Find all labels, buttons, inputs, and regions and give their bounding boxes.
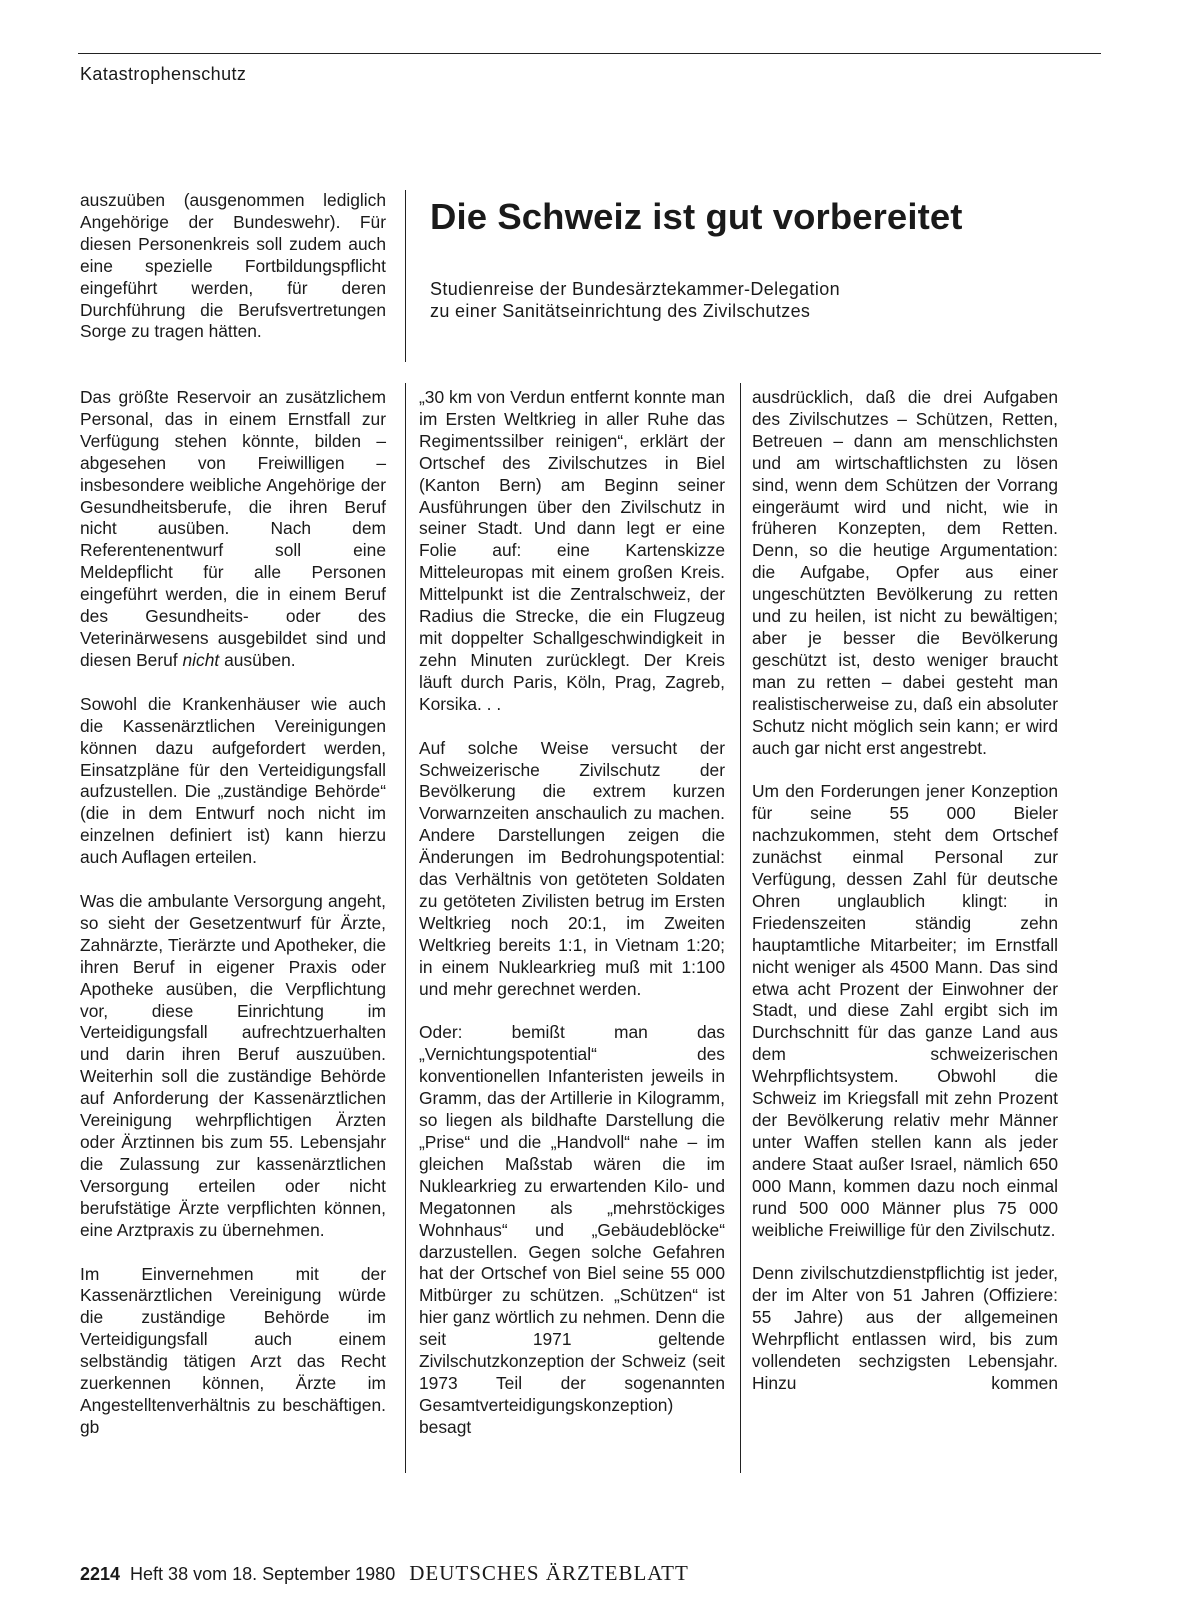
- left-paragraph-3: Sowohl die Krankenhäuser wie auch die Kassenärztlichen Vereinigungen können dazu aufgefordert werden, Einsatzpläne für den Verteidigungsfall aufzustellen. Die „zuständige Behörde“ (die in dem Entwurf noch nicht im einzelnen definiert ist) kann hierzu auch Auflagen erteilen.: [80, 693, 386, 868]
- article-title: Die Schweiz ist gut vorbereitet: [430, 196, 963, 237]
- left-paragraph-4: Was die ambulante Versorgung angeht, so sieht der Gesetzentwurf für Ärzte, Zahnärzte, Tierärzte und Apotheker, die ihren Beruf in eigener Praxis oder Apotheke ausüben, die Verpflichtung vor, diese Einrichtung im Verteidigungsfall aufrechtzuerhalten und darin ihren Beruf auszuüben. Weiterhin soll die zuständige Behörde auf Anforderung der Kassenärztlichen Vereinigung wehrpflichtigen Ärzten oder Ärztinnen bis zum 55. Lebensjahr die Zulassung zur kassenärztlichen Versorgung erteilen oder nicht berufstätige Ärzte verpflichten können, eine Arztpraxis zu übernehmen.: [80, 891, 386, 1240]
- left-paragraph-5: [80, 1264, 386, 1439]
- subtitle-line-2: zu einer Sanitätseinrichtung des Zivilschutzes: [430, 301, 811, 321]
- left-paragraph-5-text: Im Einvernehmen mit der Kassenärztlichen Vereinigung würde die zuständige Behörde im Verteidigungsfall auch einem selbständig tätigen Arzt das Recht zuerkennen können, Ärzte im Angestelltenverhältnis zu beschäftigen.: [80, 1263, 386, 1415]
- title-column-divider: [405, 190, 406, 362]
- page-number: 2214: [80, 1564, 121, 1584]
- left-paragraph-2: [80, 387, 386, 672]
- right-paragraph-1: ausdrücklich, daß die drei Aufgaben des Zivilschutzes – Schützen, Retten, Betreuen – dann am menschlichsten und am wirtschaftlichsten zu lösen sind, wenn dem Schützen der Vorrang eingeräumt wird und nicht, wie in früheren Konzepten, dem Retten. Denn, so die heutige Argumentation: die Aufgabe, Opfer aus einer ungeschützten Bevölkerung zu retten und zu heilen, ist nicht zu bewältigen; aber je besser die Bevölkerung geschützt ist, desto weniger braucht man zu retten – dabei gesteht man realistischerweise zu, daß ein absoluter Schutz nicht möglich sein kann; er wird auch gar nicht erst angestrebt.: [752, 387, 1058, 758]
- middle-paragraph-1: „30 km von Verdun entfernt konnte man im Ersten Weltkrieg in aller Ruhe das Regimentssilber reinigen“, erklärt der Ortschef des Zivilschutzes in Biel (Kanton Bern) am Beginn seiner Ausführungen über den Zivilschutz in seiner Stadt. Und dann legt er eine Folie auf: eine Kartenskizze Mitteleuropas mit einem großen Kreis. Mittelpunkt ist die Zentralschweiz, der Radius die Strecke, die ein Flugzeug mit doppelter Schallgeschwindigkeit in zehn Minuten zurücklegt. Der Kreis läuft durch Paris, Köln, Prag, Zagreb, Korsika. . .: [419, 387, 725, 714]
- right-column: [752, 387, 1058, 1417]
- subtitle-line-1: Studienreise der Bundesärztekammer-Delegation: [430, 279, 840, 299]
- issue-info: Heft 38 vom 18. September 1980: [130, 1564, 396, 1584]
- section-label: Katastrophenschutz: [80, 64, 247, 84]
- article-subtitle: [430, 278, 840, 322]
- right-paragraph-3: Denn zivilschutzdienstpflichtig ist jeder, der im Alter von 51 Jahren (Offiziere: 55 Jahre) aus der allgemeinen Wehrpflicht entlassen wird, bis zum vollendeten sechzigsten Lebensjahr. Hinzu kommen: [752, 1263, 1058, 1393]
- header-rule: [78, 53, 1101, 54]
- column-divider-right: [740, 383, 741, 1473]
- middle-paragraph-2: Auf solche Weise versucht der Schweizerische Zivilschutz der Bevölkerung die extrem kurzen Vorwarnzeiten anschaulich zu machen. Andere Darstellungen zeigen die Änderungen im Bedrohungspotential: das Verhältnis von getöteten Soldaten zu getöteten Zivilisten betrug im Ersten Weltkrieg noch 20:1, im Zweiten Weltkrieg bereits 1:1, in Vietnam 1:20; in einem Nuklearkrieg muß mit 1:100 und mehr gerechnet werden.: [419, 737, 725, 999]
- left-paragraph-2-emphasis: nicht: [182, 649, 220, 670]
- left-paragraph-2-text: Das größte Reservoir an zusätzlichem Personal, das in einem Ernstfall zur Verfügung stehen könnte, bilden – abgesehen von Freiwilligen – insbesondere weibliche Angehörige der Gesundheitsberufe, die ihren Beruf nicht ausüben. Nach dem Referentenentwurf soll eine Meldepflicht für alle Personen eingeführt werden, die in einem Beruf des Gesundheits- oder des Veterinärwesens ausgebildet sind und diesen Beruf: [80, 387, 386, 670]
- middle-column: [419, 387, 725, 1461]
- left-column-top: [80, 190, 386, 365]
- left-column: [80, 387, 386, 1461]
- left-paragraph-2-end: ausüben.: [224, 649, 296, 670]
- left-paragraph-1: auszuüben (ausgenommen lediglich Angehörige der Bundeswehr). Für diesen Personenkreis soll zudem auch eine spezielle Fortbildungspflicht eingeführt werden, für deren Durchführung die Berufsvertretungen Sorge zu tragen hätten.: [80, 190, 386, 342]
- right-paragraph-2: Um den Forderungen jener Konzeption für seine 55 000 Bieler nachzukommen, steht dem Ortschef zunächst einmal Personal zur Verfügung, dessen Zahl für deutsche Ohren unglaublich klingt: in Friedenszeiten ständig zehn hauptamtliche Mitarbeiter; im Ernstfall nicht weniger als 4500 Mann. Das sind etwa acht Prozent der Einwohner der Stadt, und diese Zahl ergibt sich im Durchschnitt für das ganze Land aus dem schweizerischen Wehrpflichtsystem. Obwohl die Schweiz im Kriegsfall mit zehn Prozent der Bevölkerung relativ mehr Männer unter Waffen stellen kann als jeder andere Staat außer Israel, nämlich 650 000 Mann, kommen dazu noch einmal rund 500 000 Männer plus 75 000 weibliche Freiwillige für den Zivilschutz.: [752, 781, 1058, 1240]
- page-footer: [80, 1561, 689, 1586]
- column-divider-left: [405, 383, 406, 1473]
- author-initials: gb: [80, 1416, 100, 1437]
- middle-paragraph-3: Oder: bemißt man das „Vernichtungspotential“ des konventionellen Infanteristen jeweils in Gramm, das der Artillerie in Kilogramm, so liegen als bildhafte Darstellung die „Prise“ und die „Handvoll“ nahe – im gleichen Maßstab wären die im Nuklearkrieg zu erwartenden Kilo- und Megatonnen als „mehrstöckiges Wohnhaus“ und „Gebäudeblöcke“ darzustellen. Gegen solche Gefahren hat der Ortschef von Biel seine 55 000 Mitbürger zu schützen. „Schützen“ ist hier ganz wörtlich zu nehmen. Denn die seit 1971 geltende Zivilschutzkonzeption der Schweiz (seit 1973 Teil der sogenannten Gesamtverteidigungskonzeption) besagt: [419, 1022, 725, 1437]
- journal-name: DEUTSCHES ÄRZTEBLATT: [409, 1561, 689, 1585]
